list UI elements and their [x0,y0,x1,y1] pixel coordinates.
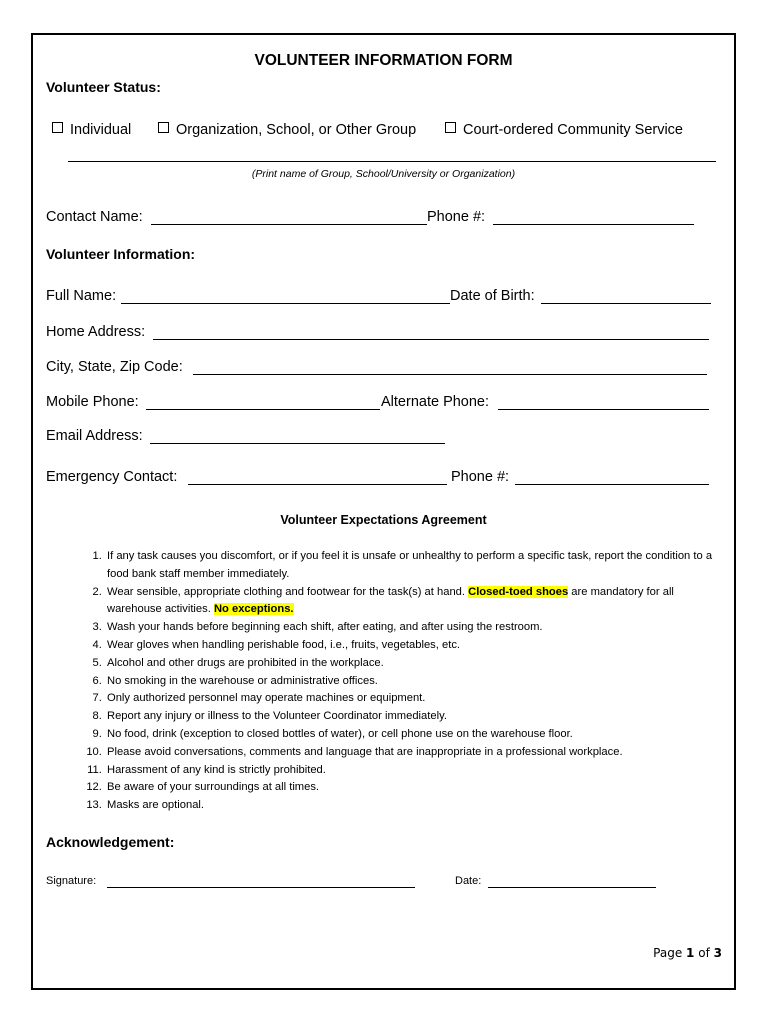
full-name-label: Full Name: [46,288,117,304]
volunteer-status-heading: Volunteer Status: [46,79,161,95]
list-item: 5. Alcohol and other drugs are prohibited in the workplace. [105,655,725,673]
of-word: of [698,946,710,960]
city-state-zip-label: City, State, Zip Code: [46,359,183,375]
emergency-contact-label: Emergency Contact: [46,469,178,485]
page-total: 3 [713,946,722,960]
list-item: 10. Please avoid conversations, comments and language that are inappropriate in a professional workplace. [105,744,725,762]
volunteer-information-heading: Volunteer Information: [46,246,196,262]
alternate-phone-label: Alternate Phone: [381,394,490,410]
list-item: 9. No food, drink (exception to closed bottles of water), or cell phone use on the warehouse floor. [105,726,725,744]
list-item: 7. Only authorized personnel may operate machines or equipment. [105,690,725,708]
list-item: 8. Report any injury or illness to the Volunteer Coordinator immediately. [105,708,725,726]
checkbox-icon[interactable] [52,122,63,133]
form-page [31,33,736,990]
date-of-birth-label: Date of Birth: [450,288,535,304]
form-title: VOLUNTEER INFORMATION FORM [254,52,513,69]
signature-label: Signature: [46,875,97,887]
status-option-organization[interactable] [158,122,416,138]
list-item: 6. No smoking in the warehouse or administrative offices. [105,673,725,691]
date-label: Date: [455,875,482,887]
status-option-label: Organization, School, or Other Group [176,122,417,138]
page-word: Page [653,946,683,960]
email-address-label: Email Address: [46,428,143,444]
page-current: 1 [686,946,695,960]
mobile-phone-label: Mobile Phone: [46,394,139,410]
home-address-label: Home Address: [46,324,146,340]
page-number [653,946,722,960]
list-item: 11. Harassment of any kind is strictly prohibited. [105,762,725,780]
contact-phone-label: Phone #: [427,209,486,225]
status-option-label: Individual [70,122,132,138]
checkbox-icon[interactable] [158,122,169,133]
group-name-caption: (Print name of Group, School/University or Organization) [251,168,516,180]
city-state-zip-field[interactable] [193,374,707,375]
highlighted-text: Closed-toed shoes [468,585,569,598]
list-item: 4. Wear gloves when handling perishable food, i.e., fruits, vegetables, etc. [105,637,725,655]
list-item: 1. If any task causes you discomfort, or if you feel it is unsafe or unhealthy to perform a specific task, report the condition to a food bank staff member immediately. [105,548,725,584]
full-name-field[interactable] [121,303,450,304]
list-item: 13. Masks are optional. [105,797,725,815]
group-name-field[interactable] [68,161,716,162]
checkbox-icon[interactable] [445,122,456,133]
emergency-phone-field[interactable] [515,484,709,485]
date-of-birth-field[interactable] [541,303,711,304]
acknowledgement-heading: Acknowledgement: [46,834,175,850]
email-address-field[interactable] [150,443,445,444]
list-item: 12. Be aware of your surroundings at all times. [105,779,725,797]
status-option-label: Court-ordered Community Service [463,122,683,138]
alternate-phone-field[interactable] [498,409,709,410]
home-address-field[interactable] [153,339,709,340]
highlighted-text: No exceptions. [213,603,294,616]
emergency-contact-field[interactable] [188,484,447,485]
agreement-title: Volunteer Expectations Agreement [280,513,487,527]
list-item: 3. Wash your hands before beginning each shift, after eating, and after using the restroom. [105,619,725,637]
list-item [105,584,725,620]
contact-phone-field[interactable] [493,224,694,225]
date-field[interactable] [488,887,656,888]
rule-text: Wear sensible, appropriate clothing and footwear for the task(s) at hand. [107,585,469,598]
expectations-list [77,548,725,815]
status-option-court-ordered[interactable] [445,122,683,138]
emergency-phone-label: Phone #: [451,469,510,485]
rule-text: are mandatory for all warehouse activities. [107,585,674,616]
contact-name-label: Contact Name: [46,209,143,225]
signature-field[interactable] [107,887,415,888]
contact-name-field[interactable] [151,224,427,225]
mobile-phone-field[interactable] [146,409,380,410]
status-option-individual[interactable] [52,122,131,138]
